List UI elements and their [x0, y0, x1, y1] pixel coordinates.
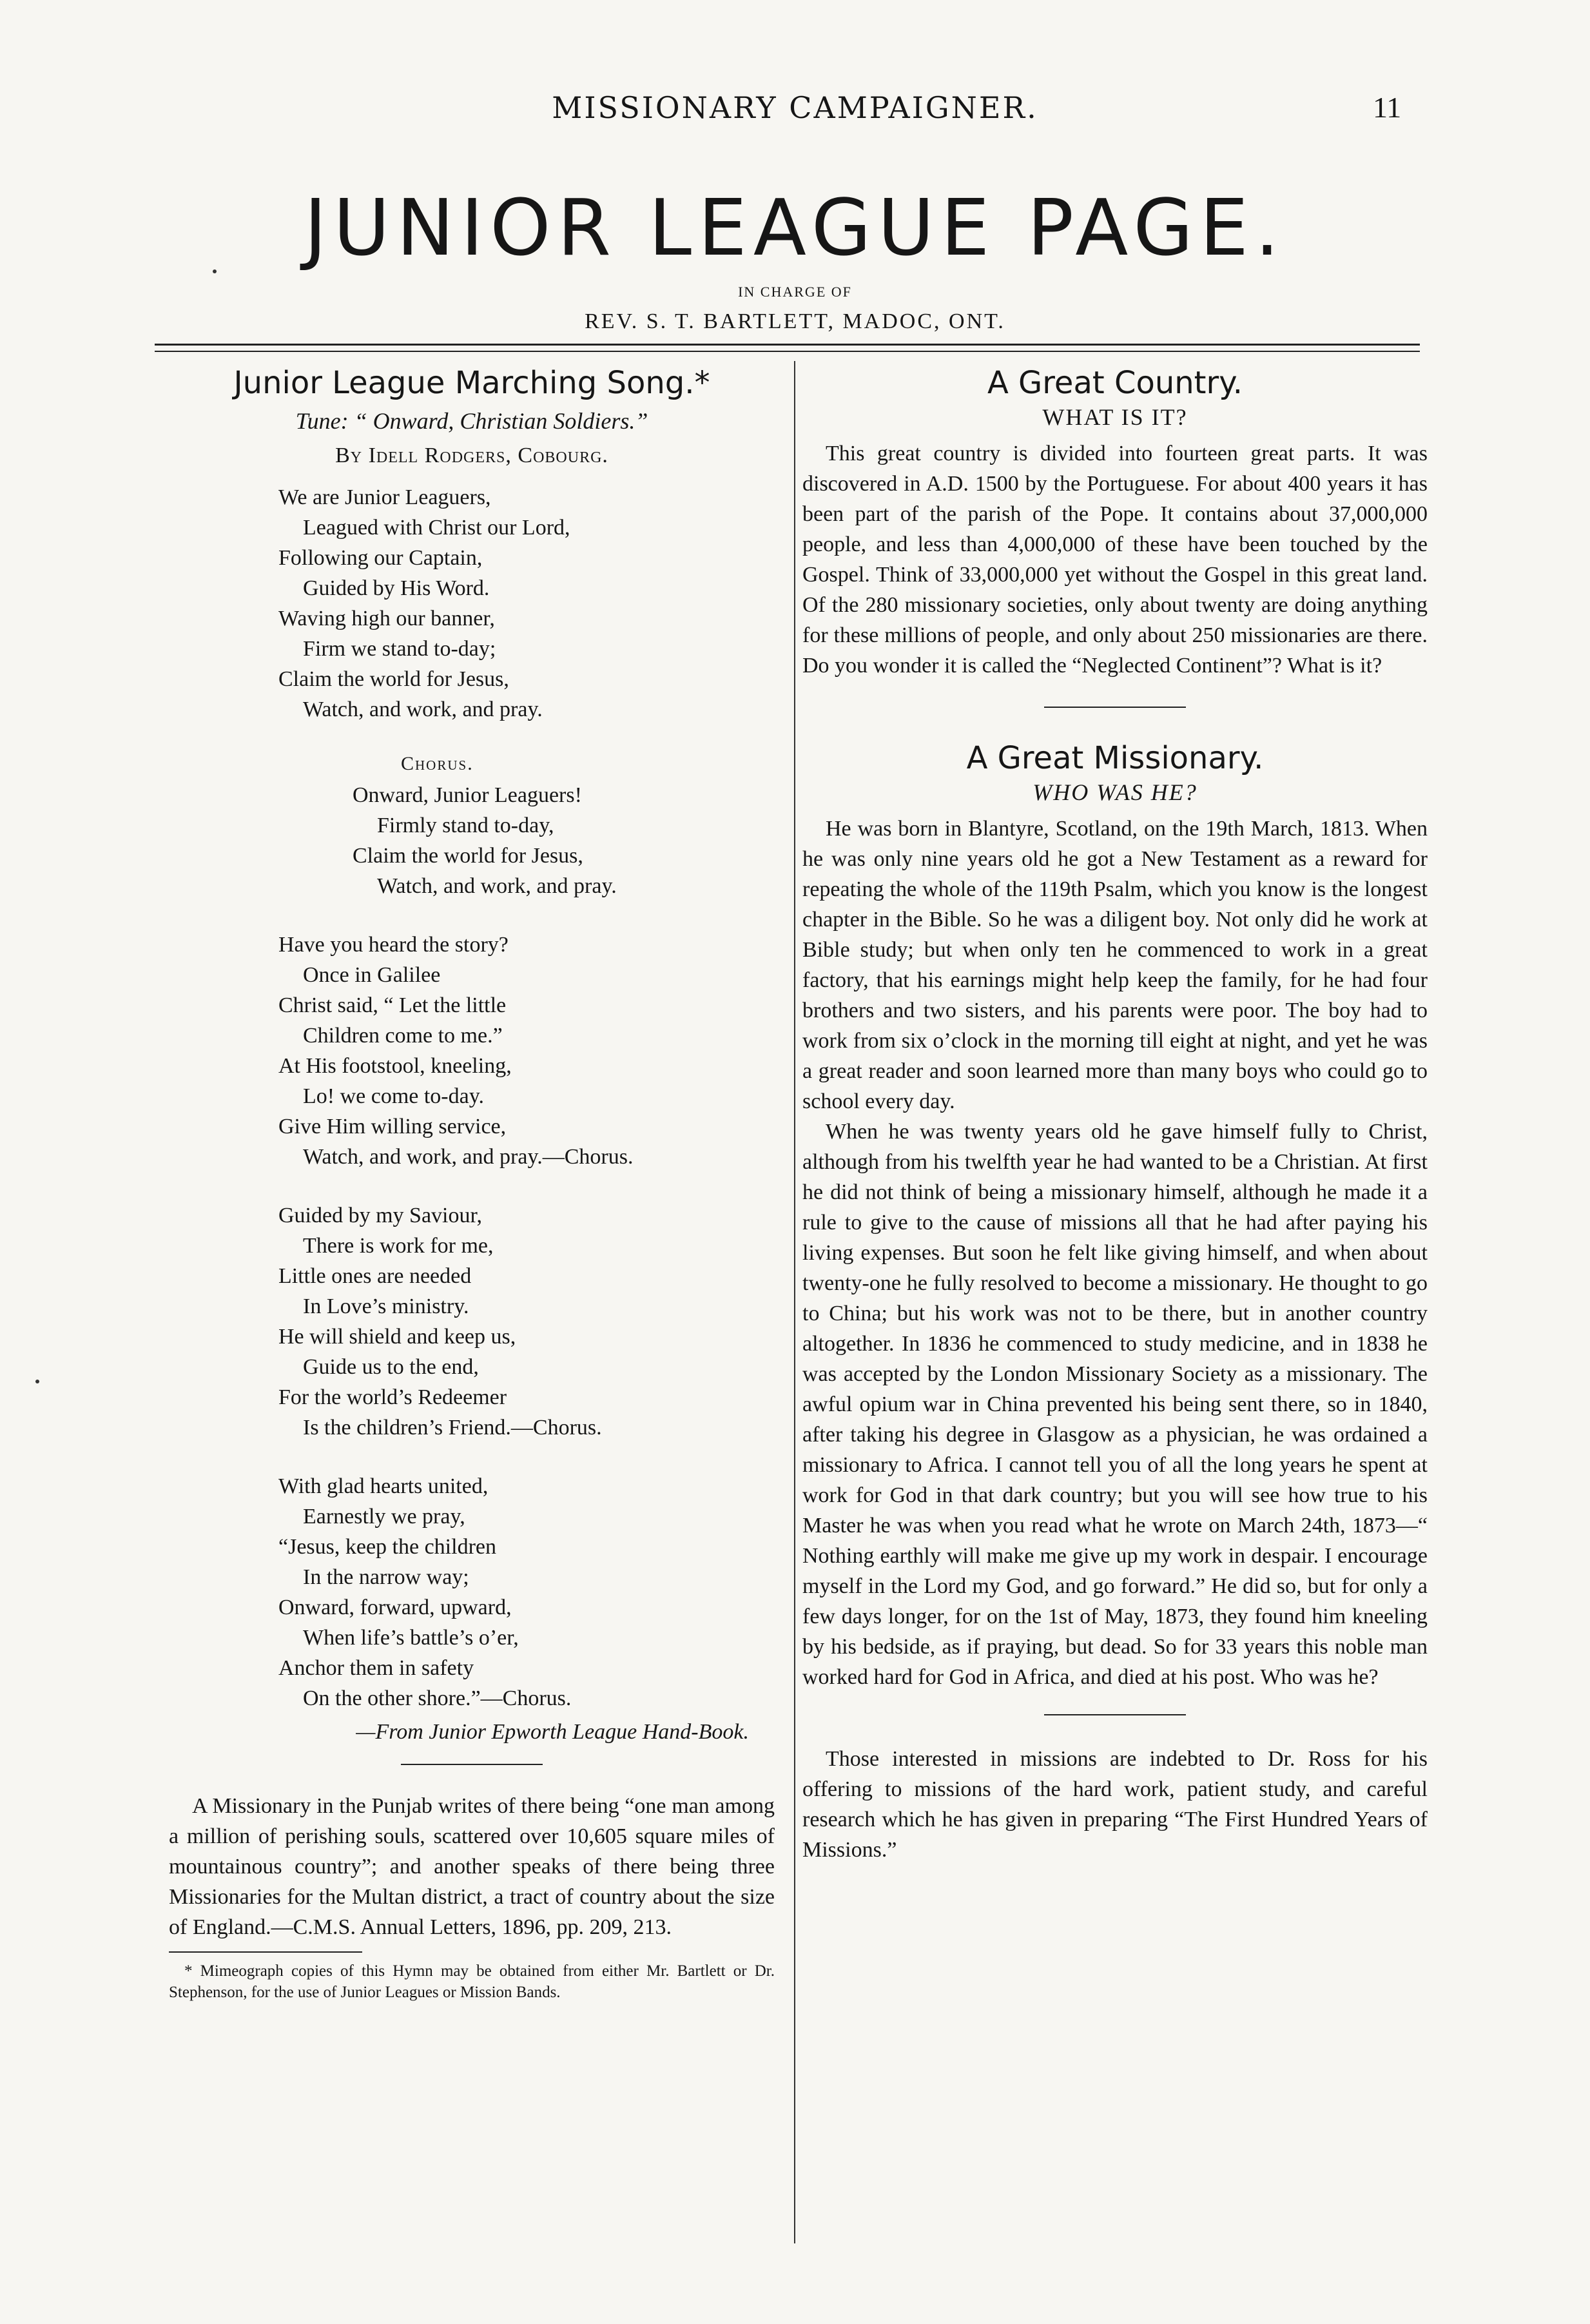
- verse-line: Onward, forward, upward,: [278, 1596, 512, 1619]
- chorus-line: Onward, Junior Leaguers!: [353, 783, 582, 807]
- verse-line: Guided by my Saviour,: [278, 1204, 482, 1227]
- song-byline: By Idell Rodgers, Cobourg.: [335, 444, 608, 467]
- print-speck: [35, 1380, 39, 1383]
- verse-line: Guided by His Word.: [303, 576, 490, 600]
- chorus-label: Chorus.: [401, 753, 474, 774]
- footnote-rule: [169, 1951, 362, 1953]
- section-rule: [401, 1764, 543, 1765]
- song-tune: Tune: “ Onward, Christian Soldiers.”: [295, 408, 648, 434]
- verse-line: Little ones are needed: [278, 1264, 472, 1288]
- chorus-line: Firmly stand to-day,: [377, 814, 554, 837]
- verse-line: On the other shore.”—Chorus.: [303, 1686, 572, 1710]
- verse-line: In Love’s ministry.: [303, 1294, 469, 1318]
- verse-line: Following our Captain,: [278, 546, 483, 570]
- verse-line: Once in Galilee: [303, 963, 441, 987]
- verse-line: Have you heard the story?: [278, 933, 509, 957]
- verse-line: Earnestly we pray,: [303, 1505, 465, 1528]
- verse-line: With glad hearts united,: [278, 1474, 489, 1498]
- verse-line: Is the children’s Friend.—Chorus.: [303, 1416, 602, 1440]
- missionary-paragraph-2: When he was twenty years old he gave himself fully to Christ, although from his twelfth year he had wanted to be a Christian. At first he did not think of being a missionary himself, although he made it a rule to give to the cause of missions all that he had after paying his living expenses. But soon he felt like giving himself, and when about twenty-one he fully resolved to become a missionary. He thought to go to China; but his work was not to be there, but in another country altogether. In 1836 he commenced to study medicine, and in 1838 he was accepted by the London Missionary Society as a missionary. The awful opium war in China prevented his being sent there, so in 1840, after taking his degree in Glasgow as a physician, he was ordained a missionary to Africa. I cannot tell you of all the long years he spent at work for God in that dark country; but you will see how true to his Master he was when you read what he wrote on March 24th, 1873—“ Nothing earthly will make me give up my work in despair. I encourage myself in the Lord my God, and go forward.” He did so, but for only a few days longer, for on the 1st of May, 1873, they found him kneeling by his bedside, as if praying, but dead. So for 33 years this noble man worked hard for God in Africa, and died at his post. Who was he?: [802, 1120, 1428, 1689]
- country-paragraph: This great country is divided into fourteen great parts. It was discovered in A.D. 1500 by the Portuguese. For about 400 years it has been part of the parish of the Pope. It contains about 37,000,000 people, and less than 4,000,000 of these have been touched by the Gospel. Think of 33,000,000 yet without the Gospel in this great land. Of the 280 missionary societies, only about twenty are doing anything for these millions of people, and only about 250 missionaries are there. Do you wonder it is called the “Neglected Continent”? What is it?: [802, 442, 1428, 678]
- verse-line: When life’s battle’s o’er,: [303, 1626, 519, 1650]
- left-column: [169, 361, 775, 2003]
- verse-line: Christ said, “ Let the little: [278, 993, 507, 1017]
- section-rule: [1044, 707, 1186, 708]
- country-subtitle: WHAT IS IT?: [1042, 404, 1188, 430]
- right-column: [802, 361, 1428, 1865]
- song-source: —From Junior Epworth League Hand-Book.: [356, 1720, 749, 1744]
- country-title: A Great Country.: [987, 365, 1243, 401]
- verse-line: There is work for me,: [303, 1234, 494, 1258]
- song-verse-2: [278, 930, 775, 1172]
- missionary-paragraph-1: He was born in Blantyre, Scotland, on the 19th March, 1813. When he was only nine years old he got a New Testament as a reward for repeating the whole of the 119th Psalm, which you know is the longest chapter in the Bible. So he was a diligent boy. Not only did he work at Bible study; but when only ten he commenced to work in a great factory, that his earnings might help keep the family, for he had four brothers and two sisters, and his parents were poor. The boy had to work from six o’clock in the morning till eight at night, and yet he was a great reader and soon learned more than many boys who could go to school every day.: [802, 817, 1428, 1113]
- header-double-rule: [155, 344, 1420, 352]
- column-divider: [794, 361, 795, 2243]
- ross-note: Those interested in missions are indebted to Dr. Ross for his offering to missions of the hard work, patient study, and careful research which he has given in preparing “The First Hundred Years of Missions.”: [802, 1747, 1428, 1862]
- verse-line: Lo! we come to-day.: [303, 1084, 485, 1108]
- page-number: 11: [1373, 91, 1402, 124]
- page-title: JUNIOR LEAGUE PAGE.: [304, 184, 1286, 273]
- running-title: MISSIONARY CAMPAIGNER.: [552, 90, 1038, 125]
- chorus-line: Claim the world for Jesus,: [353, 844, 583, 868]
- verse-line: Leagued with Christ our Lord,: [303, 516, 570, 540]
- missionary-subtitle: WHO WAS HE?: [1033, 779, 1197, 805]
- in-charge-label: IN CHARGE OF: [738, 284, 852, 300]
- song-title: Junior League Marching Song.*: [233, 365, 710, 401]
- verse-line: He will shield and keep us,: [278, 1325, 516, 1349]
- chorus-line: Watch, and work, and pray.: [377, 874, 617, 898]
- print-speck: [213, 269, 217, 273]
- verse-line: Anchor them in safety: [278, 1656, 474, 1680]
- song-verse-1: [278, 482, 775, 725]
- verse-line: We are Junior Leaguers,: [278, 485, 491, 509]
- verse-line: Claim the world for Jesus,: [278, 667, 509, 691]
- song-chorus: [353, 780, 775, 901]
- verse-line: In the narrow way;: [303, 1565, 469, 1589]
- section-rule: [1044, 1714, 1186, 1715]
- song-verse-3: [278, 1200, 775, 1443]
- verse-line: Watch, and work, and pray.—Chorus.: [303, 1145, 634, 1169]
- verse-line: Guide us to the end,: [303, 1355, 479, 1379]
- verse-line: Waving high our banner,: [278, 607, 495, 630]
- song-verse-4: [278, 1471, 775, 1714]
- verse-line: At His footstool, kneeling,: [278, 1054, 512, 1078]
- verse-line: Firm we stand to-day;: [303, 637, 496, 661]
- missionary-title: A Great Missionary.: [966, 740, 1264, 776]
- verse-line: Children come to me.”: [303, 1024, 503, 1048]
- punjab-paragraph: A Missionary in the Punjab writes of there being “one man among a million of perishing souls, scattered over 10,605 square miles of mountainous country”; and another speaks of there being three Missionaries for the Multan district, a tract of country about the size of England.—C.M.S. Annual Letters, 1896, pp. 209, 213.: [169, 1794, 775, 1939]
- verse-line: For the world’s Redeemer: [278, 1385, 507, 1409]
- verse-line: Give Him willing service,: [278, 1115, 507, 1138]
- in-charge-name: REV. S. T. BARTLETT, MADOC, ONT.: [585, 309, 1005, 333]
- verse-line: “Jesus, keep the children: [278, 1535, 496, 1559]
- hymn-footnote: * Mimeograph copies of this Hymn may be obtained from either Mr. Bartlett or Dr. Stephenson, for the use of Junior Leagues or Mission Bands.: [169, 1962, 775, 2001]
- verse-line: Watch, and work, and pray.: [303, 698, 543, 721]
